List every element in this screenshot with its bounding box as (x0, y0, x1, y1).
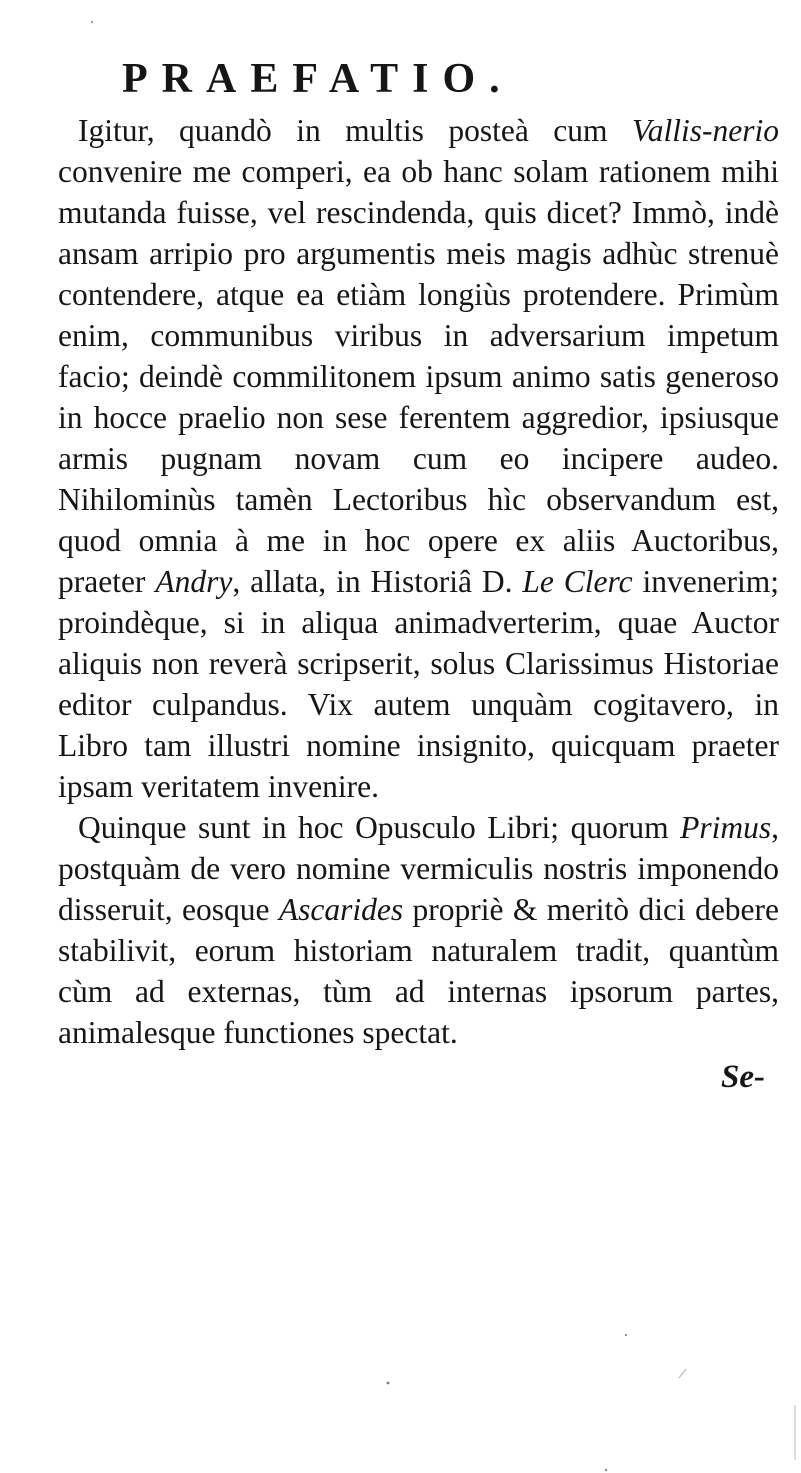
text-segment: invenerim; proindèque, si in aliqua animadverterim, quae Auctor aliquis non reverà scripserit, solus Clarissimus Historiae editor culpandus. Vix autem unquàm cogitavero, in Libro tam illustri nomine insignito, quicquam praeter ipsam veritatem invenire. (58, 564, 779, 804)
italic-word-primus: Primus (680, 810, 772, 845)
italic-name-vallisnerio: Vallis-nerio (632, 113, 779, 148)
text-segment: propriè & meritò dici debere stabilivit, eorum historiam naturalem tradit, quantùm cùm ad externas, tùm ad internas ipsorum partes, animalesque functiones spectat. (58, 892, 780, 1050)
text-segment: , allata, in Historiâ D. (232, 564, 523, 599)
italic-name-le-clerc: Le Clerc (522, 564, 633, 599)
paragraph-2 (58, 807, 779, 1053)
text-segment: convenire me comperi, ea ob hanc solam rationem mihi mutanda fuisse, vel rescindenda, quis dicet? Immò, indè ansam arripio pro argumentis meis magis adhùc strenuè contendere, atque ea etiàm longiùs protendere. Primùm enim, communibus viribus in adversarium impetum facio; deindè commilitonem ipsum animo satis generoso in hocce praelio non sese ferentem aggredior, ipsiusque armis pugnam novam cum eo incipere audeo. Nihilominùs tamèn Lectoribus hìc observandum est, quod omnia à me in hoc opere ex aliis Auctoribus, praeter (58, 154, 779, 599)
text-segment: Igitur, quandò in multis posteà cum (78, 113, 632, 148)
italic-name-andry: Andry (155, 564, 233, 599)
running-head: PRAEFATIO. (122, 56, 514, 102)
italic-word-ascarides: Ascarides (278, 892, 404, 927)
body-text (58, 110, 779, 1053)
catchword: Se- (721, 1059, 765, 1095)
paragraph-1 (58, 110, 779, 807)
text-segment: Quinque sunt in hoc Opusculo Libri; quorum (78, 810, 681, 845)
text-segment: , postquàm de vero nomine vermiculis nostris imponendo disseruit, eosque (58, 810, 779, 927)
